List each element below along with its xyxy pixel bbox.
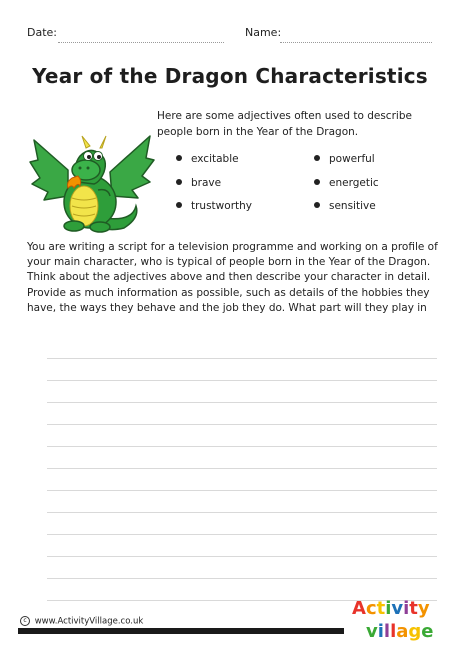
intro-text: Here are some adjectives often used to describe people born in the Year of the Dragon. xyxy=(157,110,412,138)
writing-line[interactable] xyxy=(47,402,437,403)
footer-bar xyxy=(18,628,344,634)
bullet-icon xyxy=(314,179,320,185)
bullet-icon xyxy=(176,155,182,161)
name-line[interactable] xyxy=(280,42,432,43)
list-item xyxy=(176,177,221,189)
writing-line[interactable] xyxy=(47,424,437,425)
adjective-label: excitable xyxy=(191,153,239,165)
bullet-icon xyxy=(176,179,182,185)
footer-credit xyxy=(20,616,143,627)
writing-line[interactable] xyxy=(47,534,437,535)
list-item xyxy=(314,200,376,212)
list-item xyxy=(176,153,239,165)
date-label: Date: xyxy=(27,26,57,39)
adjective-label: sensitive xyxy=(329,200,376,212)
svg-text:Activity: Activity xyxy=(352,598,430,619)
writing-line[interactable] xyxy=(47,556,437,557)
list-item xyxy=(176,200,252,212)
dragon-illustration xyxy=(28,126,156,234)
list-item xyxy=(314,177,379,189)
writing-line[interactable] xyxy=(47,380,437,381)
bullet-icon xyxy=(314,202,320,208)
writing-line[interactable] xyxy=(47,578,437,579)
bullet-icon xyxy=(314,155,320,161)
adjective-label: powerful xyxy=(329,153,375,165)
footer-website[interactable]: www.ActivityVillage.co.uk xyxy=(34,616,144,627)
writing-line[interactable] xyxy=(47,490,437,491)
copyright-icon: c xyxy=(20,616,30,626)
writing-line[interactable] xyxy=(47,512,437,513)
page-title: Year of the Dragon Characteristics xyxy=(32,64,428,88)
writing-line[interactable] xyxy=(47,358,437,359)
writing-line[interactable] xyxy=(47,468,437,469)
adjective-label: brave xyxy=(191,177,222,189)
svg-text:village: village xyxy=(366,621,434,642)
adjective-label: trustworthy xyxy=(191,200,252,212)
instructions-paragraph: You are writing a script for a television programme and working on a profile of your main character, who is typical of people born in the Year of the Dragon. Think about the adjectives above and then describe your character in detail. Provide as much information as possible, such as details of the hobbies they have, the ways they behave and the job they do. What part will they play in xyxy=(27,241,438,314)
list-item xyxy=(314,153,375,165)
name-label: Name: xyxy=(245,26,282,39)
adjective-label: energetic xyxy=(329,177,379,189)
bullet-icon xyxy=(176,202,182,208)
date-line[interactable] xyxy=(58,42,224,43)
writing-line[interactable] xyxy=(47,446,437,447)
activity-village-logo xyxy=(350,594,445,642)
